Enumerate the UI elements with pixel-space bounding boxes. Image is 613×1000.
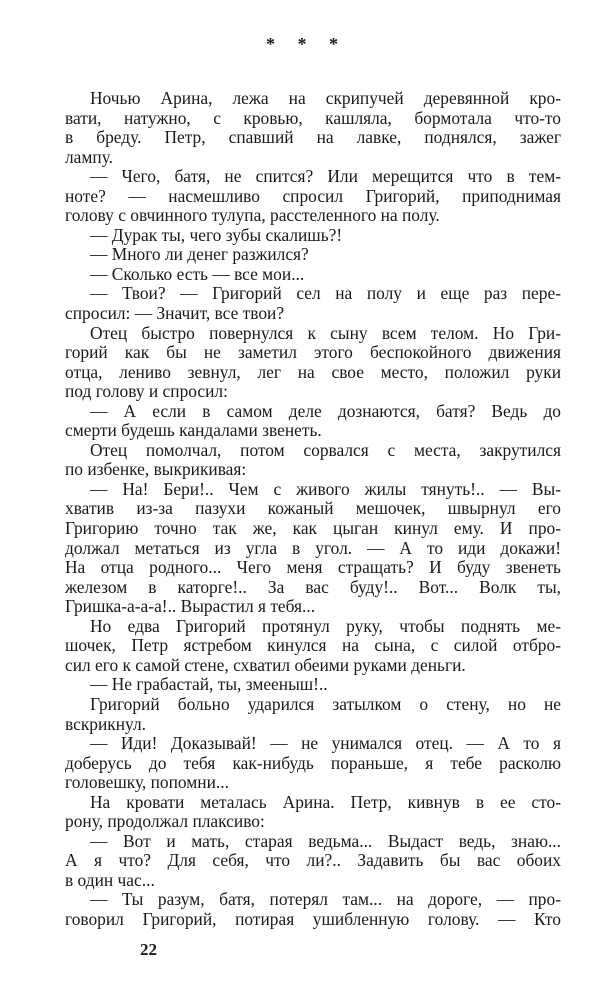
text-line: ноте? — насмешливо спросил Григорий, приподнимая [65, 185, 561, 206]
text-line: Ночью Арина, лежа на скрипучей деревянной кро- [90, 88, 561, 108]
text-line: лампу. [65, 146, 114, 167]
text-line: — Много ли денег разжился? [90, 244, 309, 265]
text-line: — Сколько есть — все мои... [90, 263, 305, 284]
text-line: должал метаться из угла в угол. — А то иди докажи! [65, 537, 561, 558]
text-line: по избенке, выкрикивая: [65, 459, 247, 480]
text-line: — Чего, батя, не спится? Или мерещится что в тем- [90, 166, 561, 187]
text-line: — А если в самом деле дознаются, батя? Ведь до [90, 400, 561, 421]
text-line: спросил: — Значит, все твои? [65, 303, 285, 324]
text-line: рону, продолжал плаксиво: [65, 811, 265, 832]
page-number: 22 [140, 940, 157, 959]
body-text [65, 89, 561, 930]
text-line: вскрикнул. [65, 713, 146, 734]
text-line: шочек, Петр ястребом кинулся на сына, с силой отбро- [65, 635, 561, 656]
text-line: На отца родного... Чего меня стращать? И буду звенеть [65, 557, 561, 578]
text-line: смерти будешь кандалами звенеть. [65, 420, 322, 441]
text-line: А я что? Для себя, что ли?.. Задавить бы вас обоих [65, 850, 561, 871]
text-line: Отец быстро повернулся к сыну всем телом. Но Гри- [90, 322, 561, 343]
text-line: головешку, попомни... [65, 772, 229, 793]
text-line: Григорий больно ударился затылком о стену, но не [90, 693, 561, 714]
text-line: голову с овчинного тулупа, расстеленного на полу. [65, 205, 440, 226]
text-line: доберусь до тебя как-нибудь пораньше, я тебе расколю [65, 752, 561, 773]
text-line: в бреду. Петр, спавший на лавке, поднялся, зажег [65, 127, 561, 148]
text-line: — На! Бери!.. Чем с живого жилы тянуть!.. — Вы- [90, 478, 561, 499]
text-line: хватив из-за пазухи кожаный мешочек, швырнул его [65, 498, 561, 519]
text-line: отца, лениво зевнул, лег на свое место, положил руки [65, 361, 561, 382]
text-line: — Иди! Доказывай! — не унимался отец. — А то я [90, 733, 561, 754]
text-line: Григорию точно так же, как цыган кинул ему. И про- [65, 518, 561, 539]
text-line: — Не грабастай, ты, змееныш!.. [90, 674, 328, 695]
text-line: Гришка-а-а-а!.. Вырастил я тебя... [65, 596, 316, 617]
text-line: в один час... [65, 869, 155, 890]
text-line: Но едва Григорий протянул руку, чтобы поднять ме- [90, 615, 561, 636]
text-line: На кровати металась Арина. Петр, кивнув в ее сто- [90, 791, 561, 812]
text-line: — Твои? — Григорий сел на полу и еще раз пере- [90, 283, 561, 304]
text-line: — Вот и мать, старая ведьма... Выдаст ведь, знаю... [90, 830, 561, 851]
text-line: Отец помолчал, потом сорвался с места, закрутился [90, 439, 561, 460]
section-separator: * * * [266, 34, 347, 54]
text-line: сил его к самой стене, схватил обеими руками деньги. [65, 654, 466, 675]
text-line: — Дурак ты, чего зубы скалишь?! [90, 224, 343, 245]
text-line: горий как бы не заметил этого беспокойного движения [65, 342, 561, 363]
text-line: железом в каторге!.. За вас буду!.. Вот... Волк ты, [65, 576, 561, 597]
text-line: вати, натужно, с кровью, кашляла, бормотала что-то [65, 107, 561, 128]
text-line: говорил Григорий, потирая ушибленную голову. — Кто [65, 908, 561, 929]
text-line: под голову и спросил: [65, 381, 228, 402]
text-line: — Ты разум, батя, потерял там... на дороге, — про- [90, 889, 561, 910]
